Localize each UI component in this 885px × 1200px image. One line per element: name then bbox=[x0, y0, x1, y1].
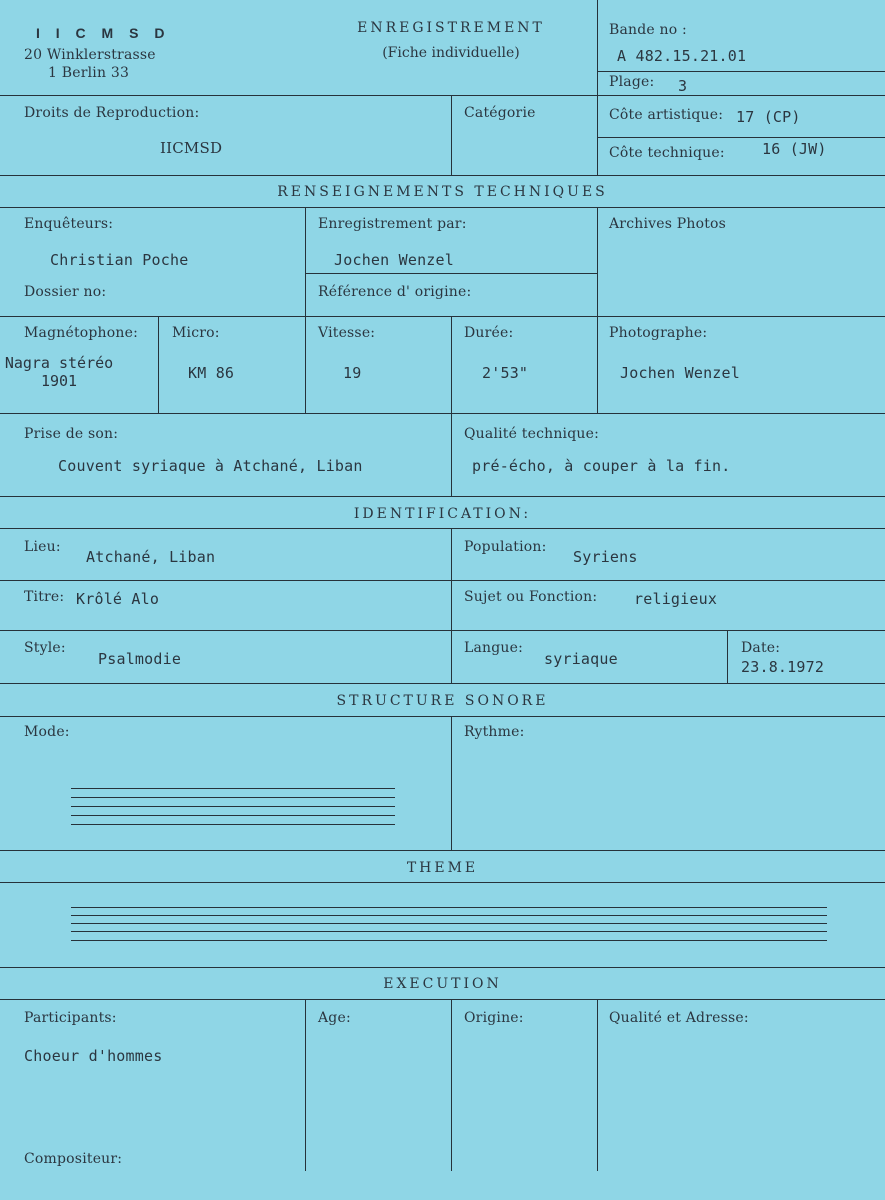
population-label: Population: bbox=[464, 539, 547, 555]
rule bbox=[158, 316, 159, 413]
magnetophone-value-1: Nagra stéréo bbox=[4, 354, 114, 372]
rule bbox=[0, 850, 885, 851]
cote-artistique-value: 17 (CP) bbox=[736, 108, 801, 126]
bande-label: Bande no : bbox=[609, 22, 687, 38]
staff-line bbox=[71, 815, 395, 816]
card-subtitle: (Fiche individuelle) bbox=[382, 45, 520, 61]
rule bbox=[0, 95, 885, 96]
rights-value: IICMSD bbox=[160, 139, 223, 157]
enregistrement-value: Jochen Wenzel bbox=[334, 251, 454, 269]
lieu-label: Lieu: bbox=[24, 539, 61, 555]
rythme-label: Rythme: bbox=[464, 724, 525, 740]
rule bbox=[0, 716, 885, 717]
date-label: Date: bbox=[741, 640, 781, 656]
rule bbox=[451, 95, 452, 175]
archives-label: Archives Photos bbox=[609, 216, 727, 232]
duree-label: Durée: bbox=[464, 325, 514, 341]
style-value: Psalmodie bbox=[98, 650, 182, 668]
section-title-theme: THEME bbox=[406, 860, 479, 876]
cote-technique-value: 16 (JW) bbox=[762, 140, 827, 158]
vitesse-value: 19 bbox=[343, 364, 362, 382]
age-label: Age: bbox=[318, 1010, 351, 1026]
staff-line bbox=[71, 797, 395, 798]
rule bbox=[0, 496, 885, 497]
enqueteurs-value: Christian Poche bbox=[50, 251, 189, 269]
rule bbox=[451, 716, 452, 850]
magnetophone-value-2: 1901 bbox=[40, 372, 78, 390]
vitesse-label: Vitesse: bbox=[318, 325, 376, 341]
org-name: I I C M S D bbox=[36, 25, 171, 41]
compositeur-label: Compositeur: bbox=[24, 1151, 123, 1167]
rule bbox=[305, 273, 597, 274]
staff-line bbox=[71, 923, 827, 924]
rule bbox=[0, 683, 885, 684]
rule bbox=[451, 413, 452, 496]
section-title-identification: IDENTIFICATION: bbox=[353, 506, 532, 522]
mode-label: Mode: bbox=[24, 724, 70, 740]
cote-technique-label: Côte technique: bbox=[609, 145, 725, 161]
participants-label: Participants: bbox=[24, 1010, 117, 1026]
participants-value: Choeur d'hommes bbox=[24, 1047, 163, 1065]
population-value: Syriens bbox=[573, 548, 638, 566]
rule bbox=[0, 999, 885, 1000]
dossier-label: Dossier no: bbox=[24, 284, 107, 300]
rule bbox=[305, 999, 306, 1171]
rule bbox=[597, 999, 598, 1171]
rule bbox=[0, 207, 885, 208]
enregistrement-label: Enregistrement par: bbox=[318, 216, 467, 232]
qualite-adresse-label: Qualité et Adresse: bbox=[609, 1010, 749, 1026]
prise-de-son-value: Couvent syriaque à Atchané, Liban bbox=[58, 457, 363, 475]
categorie-label: Catégorie bbox=[464, 105, 536, 121]
section-title-structure: STRUCTURE SONORE bbox=[336, 693, 549, 709]
staff-line bbox=[71, 788, 395, 789]
rule bbox=[597, 0, 598, 175]
staff-line bbox=[71, 824, 395, 825]
rule bbox=[0, 580, 885, 581]
staff-line bbox=[71, 931, 827, 932]
langue-value: syriaque bbox=[544, 650, 618, 668]
rule bbox=[451, 999, 452, 1171]
style-label: Style: bbox=[24, 640, 66, 656]
rule bbox=[0, 413, 885, 414]
duree-value: 2'53" bbox=[482, 364, 529, 382]
staff-line bbox=[71, 907, 827, 908]
plage-label: Plage: bbox=[609, 74, 655, 90]
cote-artistique-label: Côte artistique: bbox=[609, 107, 724, 123]
qualite-technique-value: pré-écho, à couper à la fin. bbox=[472, 457, 731, 475]
card-title: ENREGISTREMENT bbox=[357, 20, 545, 36]
enqueteurs-label: Enquêteurs: bbox=[24, 216, 114, 232]
lieu-value: Atchané, Liban bbox=[86, 548, 216, 566]
rule bbox=[0, 175, 885, 176]
rule bbox=[451, 316, 452, 413]
address-line-2: 1 Berlin 33 bbox=[48, 65, 130, 81]
rule bbox=[0, 528, 885, 529]
rule bbox=[597, 71, 885, 72]
micro-value: KM 86 bbox=[188, 364, 235, 382]
plage-value: 3 bbox=[678, 77, 688, 95]
magnetophone-label: Magnétophone: bbox=[24, 325, 139, 341]
rule bbox=[0, 316, 885, 317]
date-value: 23.8.1972 bbox=[741, 658, 825, 676]
section-title-technical: RENSEIGNEMENTS TECHNIQUES bbox=[277, 184, 608, 200]
rule bbox=[451, 528, 452, 683]
rule bbox=[0, 967, 885, 968]
langue-label: Langue: bbox=[464, 640, 524, 656]
titre-value: Krôlé Alo bbox=[76, 590, 160, 608]
rule bbox=[727, 630, 728, 683]
bande-value: A 482.15.21.01 bbox=[617, 47, 747, 65]
origine-label: Origine: bbox=[464, 1010, 524, 1026]
rule bbox=[305, 207, 306, 413]
sujet-label: Sujet ou Fonction: bbox=[464, 589, 598, 605]
staff-line bbox=[71, 806, 395, 807]
rule bbox=[597, 207, 598, 413]
rule bbox=[597, 137, 885, 138]
sujet-value: religieux bbox=[634, 590, 718, 608]
staff-line bbox=[71, 915, 827, 916]
rule bbox=[0, 630, 885, 631]
staff-line bbox=[71, 940, 827, 941]
address-line-1: 20 Winklerstrasse bbox=[24, 47, 156, 63]
micro-label: Micro: bbox=[172, 325, 220, 341]
section-title-execution: EXECUTION bbox=[383, 976, 502, 992]
prise-de-son-label: Prise de son: bbox=[24, 426, 119, 442]
titre-label: Titre: bbox=[24, 589, 65, 605]
rights-label: Droits de Reproduction: bbox=[24, 105, 200, 121]
rule bbox=[0, 882, 885, 883]
photographe-label: Photographe: bbox=[609, 325, 708, 341]
photographe-value: Jochen Wenzel bbox=[620, 364, 740, 382]
qualite-technique-label: Qualité technique: bbox=[464, 426, 600, 442]
reference-label: Référence d' origine: bbox=[318, 284, 472, 300]
